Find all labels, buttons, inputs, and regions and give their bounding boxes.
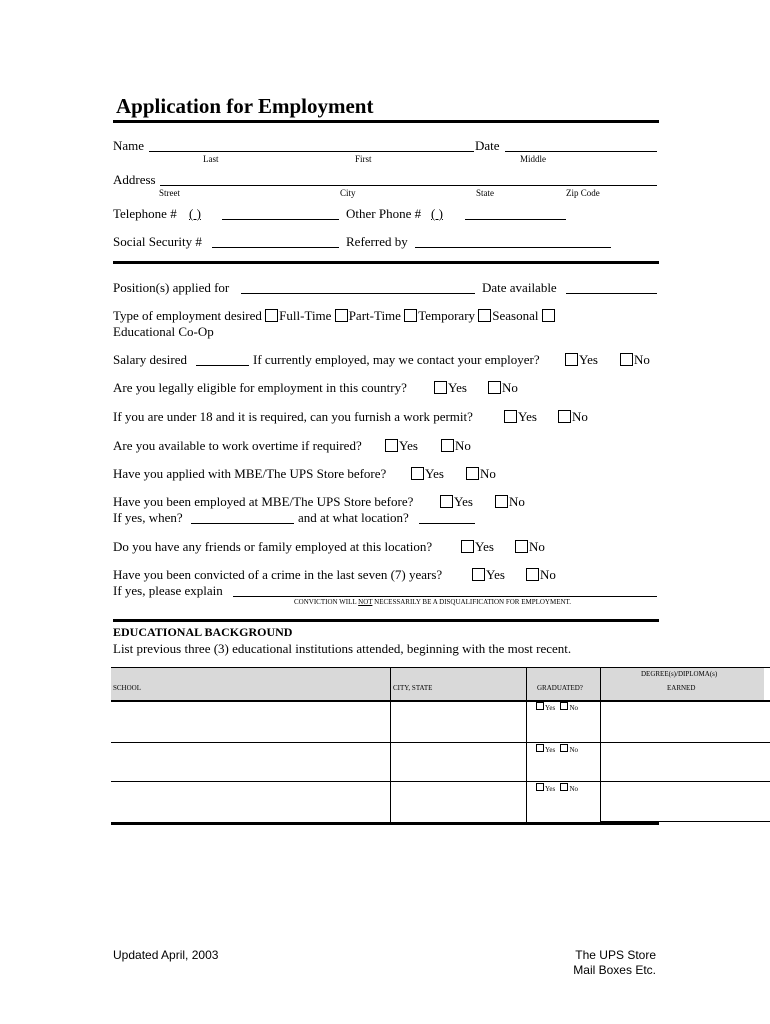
- date-available-field[interactable]: [566, 293, 657, 294]
- graduated-yes-label-3: Yes: [545, 785, 556, 793]
- overtime-no-checkbox[interactable]: [441, 439, 454, 452]
- part-time-checkbox[interactable]: [335, 309, 348, 322]
- row-divider-1: [111, 742, 770, 743]
- telephone-field[interactable]: [222, 219, 339, 220]
- address-label: Address: [113, 172, 156, 187]
- col-divider-2: [526, 667, 527, 823]
- yes-label: Yes: [425, 466, 444, 481]
- yes-label: Yes: [486, 567, 505, 582]
- city-state-cell-2[interactable]: [392, 744, 525, 780]
- referred-label: Referred by: [346, 234, 408, 249]
- yes-label: Yes: [579, 352, 598, 367]
- contact-employer-yes-checkbox[interactable]: [565, 353, 578, 366]
- yes-label: Yes: [448, 380, 467, 395]
- col-divider-1: [390, 667, 391, 823]
- explain-field[interactable]: [233, 596, 657, 597]
- graduated-no-label-2: No: [569, 746, 578, 754]
- yes-label: Yes: [399, 438, 418, 453]
- no-label: No: [572, 409, 588, 424]
- employment-type-row: [113, 308, 556, 324]
- first-caption: First: [355, 154, 372, 164]
- city-caption: City: [340, 188, 356, 198]
- table-top-border: [111, 667, 770, 668]
- school-cell-2[interactable]: [113, 744, 389, 780]
- position-label: Position(s) applied for: [113, 280, 230, 295]
- col-degree-line2: EARNED: [667, 684, 696, 692]
- no-label: No: [634, 352, 650, 367]
- friends-family-no-checkbox[interactable]: [515, 540, 528, 553]
- education-instructions: List previous three (3) educational institutions attended, beginning with the most recent.: [113, 641, 572, 656]
- degree-cell-3[interactable]: [602, 783, 764, 820]
- graduated-yes-label-1: Yes: [545, 704, 556, 712]
- state-caption: State: [476, 188, 494, 198]
- date-available-label: Date available: [482, 280, 557, 295]
- school-cell-3[interactable]: [113, 783, 389, 820]
- applied-before-question: Have you applied with MBE/The UPS Store before?: [113, 466, 387, 481]
- friends-family-question: Do you have any friends or family employed at this location?: [113, 539, 433, 554]
- educational-coop-checkbox[interactable]: [542, 309, 555, 322]
- convicted-yes-checkbox[interactable]: [472, 568, 485, 581]
- section-rule-1: [113, 261, 659, 264]
- part-time-label: Part-Time: [348, 308, 401, 323]
- overtime-yes-checkbox[interactable]: [385, 439, 398, 452]
- zip-caption: Zip Code: [566, 188, 600, 198]
- convicted-no-checkbox[interactable]: [526, 568, 539, 581]
- col-graduated: GRADUATED?: [537, 684, 583, 692]
- overtime-question: Are you available to work overtime if required?: [113, 438, 362, 453]
- school-cell-1[interactable]: [113, 702, 389, 741]
- eligible-yes-checkbox[interactable]: [434, 381, 447, 394]
- yes-label: Yes: [475, 539, 494, 554]
- graduated-yes-checkbox-2[interactable]: [536, 744, 544, 752]
- work-permit-yes-checkbox[interactable]: [504, 410, 517, 423]
- no-label: No: [455, 438, 471, 453]
- section-rule-2: [113, 619, 659, 622]
- applied-before-yes-checkbox[interactable]: [411, 467, 424, 480]
- degree-cell-1[interactable]: [602, 702, 764, 741]
- no-label: No: [540, 567, 556, 582]
- page-title: Application for Employment: [116, 94, 374, 118]
- row-divider-2: [111, 781, 770, 782]
- work-permit-no-checkbox[interactable]: [558, 410, 571, 423]
- last-caption: Last: [203, 154, 219, 164]
- no-label: No: [529, 539, 545, 554]
- col-degree-line1: DEGREE(s)/DIPLOMA(s): [641, 670, 718, 678]
- col-city-state: CITY, STATE: [393, 684, 433, 692]
- eligible-question: Are you legally eligible for employment in this country?: [113, 380, 407, 395]
- city-state-cell-1[interactable]: [392, 702, 525, 741]
- other-phone-area: ( ): [431, 206, 443, 221]
- col-school: SCHOOL: [113, 684, 142, 692]
- city-state-cell-3[interactable]: [392, 783, 525, 820]
- friends-family-yes-checkbox[interactable]: [461, 540, 474, 553]
- footer-brand-line1: The UPS Store: [575, 948, 656, 962]
- graduated-yes-checkbox-3[interactable]: [536, 783, 544, 791]
- street-caption: Street: [159, 188, 180, 198]
- eligible-no-checkbox[interactable]: [488, 381, 501, 394]
- temporary-label: Temporary: [418, 308, 476, 323]
- conviction-note-not: NOT: [358, 598, 373, 606]
- if-yes-when-label: If yes, when?: [113, 510, 183, 525]
- telephone-area: ( ): [189, 206, 201, 221]
- graduated-no-checkbox-1[interactable]: [560, 702, 568, 710]
- name-field[interactable]: [149, 151, 474, 152]
- conviction-note: [294, 598, 571, 606]
- salary-field[interactable]: [196, 365, 249, 366]
- seasonal-checkbox[interactable]: [478, 309, 491, 322]
- full-time-checkbox[interactable]: [265, 309, 278, 322]
- footer-updated: Updated April, 2003: [113, 948, 219, 962]
- graduated-yes-label-2: Yes: [545, 746, 556, 754]
- other-phone-label: Other Phone #: [346, 206, 422, 221]
- graduated-yes-checkbox-1[interactable]: [536, 702, 544, 710]
- col-divider-3: [600, 667, 601, 823]
- seasonal-label: Seasonal: [492, 308, 539, 323]
- date-field[interactable]: [505, 151, 657, 152]
- address-field[interactable]: [160, 185, 657, 186]
- date-label: Date: [475, 138, 500, 153]
- location-field[interactable]: [419, 523, 475, 524]
- position-field[interactable]: [241, 293, 475, 294]
- middle-caption: Middle: [520, 154, 546, 164]
- work-permit-question: If you are under 18 and it is required, can you furnish a work permit?: [113, 409, 473, 424]
- full-time-label: Full-Time: [279, 308, 332, 323]
- education-heading: EDUCATIONAL BACKGROUND: [113, 625, 293, 639]
- employed-before-question: Have you been employed at MBE/The UPS Store before?: [113, 494, 414, 509]
- employed-before-yes-checkbox[interactable]: [440, 495, 453, 508]
- applied-before-no-checkbox[interactable]: [466, 467, 479, 480]
- convicted-question: Have you been convicted of a crime in the last seven (7) years?: [113, 567, 443, 582]
- degree-cell-2[interactable]: [602, 744, 764, 780]
- graduated-no-checkbox-2[interactable]: [560, 744, 568, 752]
- graduated-no-checkbox-3[interactable]: [560, 783, 568, 791]
- name-label: Name: [113, 138, 145, 153]
- contact-employer-question: If currently employed, may we contact your employer?: [253, 352, 540, 367]
- other-phone-field[interactable]: [465, 219, 566, 220]
- location-label: and at what location?: [298, 510, 409, 525]
- ssn-field[interactable]: [212, 247, 339, 248]
- no-label: No: [509, 494, 525, 509]
- explain-label: If yes, please explain: [113, 583, 223, 598]
- graduated-no-label-3: No: [569, 785, 578, 793]
- no-label: No: [480, 466, 496, 481]
- employed-before-no-checkbox[interactable]: [495, 495, 508, 508]
- table-bottom-rule: [111, 822, 659, 825]
- telephone-label: Telephone #: [113, 206, 177, 221]
- conviction-note-a: CONVICTION WILL: [294, 598, 359, 606]
- yes-label: Yes: [518, 409, 537, 424]
- footer-brand-line2: Mail Boxes Etc.: [573, 963, 656, 977]
- salary-label: Salary desired: [113, 352, 188, 367]
- graduated-no-label-1: No: [569, 704, 578, 712]
- title-rule: [113, 120, 659, 123]
- temporary-checkbox[interactable]: [404, 309, 417, 322]
- when-field[interactable]: [191, 523, 294, 524]
- employment-type-label: Type of employment desired: [113, 308, 262, 323]
- conviction-note-b: NECESSARILY BE A DISQUALIFICATION FOR EMPLOYMENT.: [372, 598, 572, 606]
- no-label: No: [502, 380, 518, 395]
- referred-field[interactable]: [415, 247, 611, 248]
- ssn-label: Social Security #: [113, 234, 202, 249]
- contact-employer-no-checkbox[interactable]: [620, 353, 633, 366]
- educational-coop-label: Educational Co-Op: [113, 324, 214, 339]
- yes-label: Yes: [454, 494, 473, 509]
